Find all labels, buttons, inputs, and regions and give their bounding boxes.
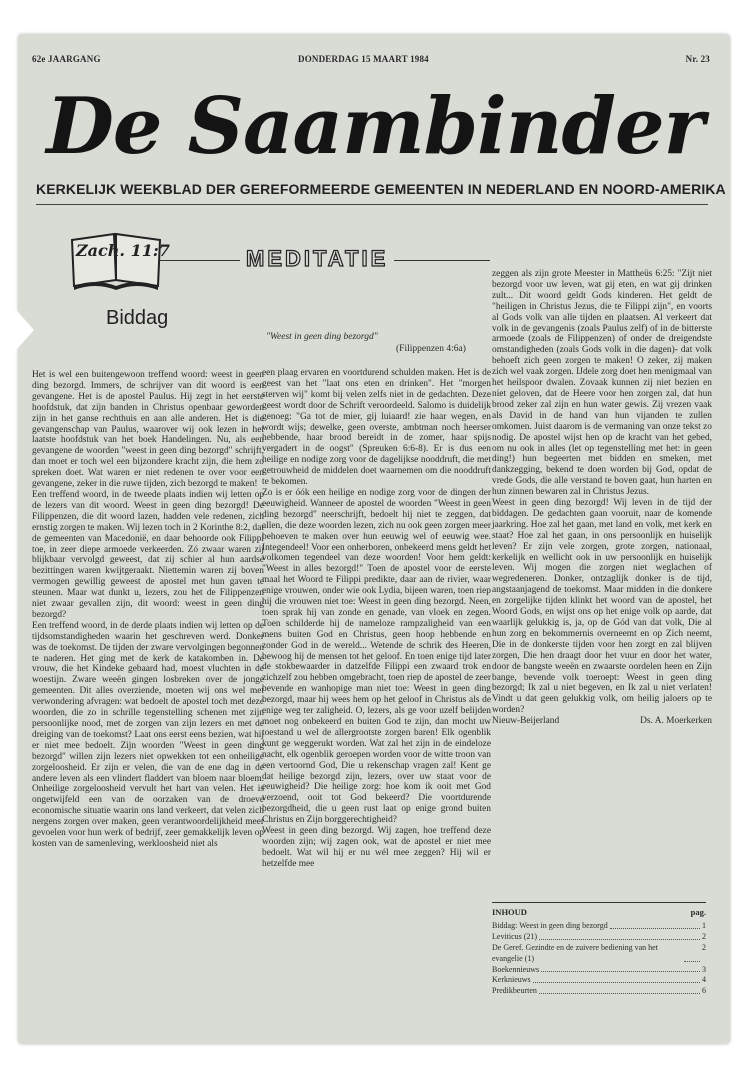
signature-author: Ds. A. Moerkerken bbox=[640, 716, 712, 727]
quote-reference: (Filippenzen 4:6a) bbox=[396, 344, 466, 354]
contents-item: Leviticus (21) 2 bbox=[492, 931, 706, 941]
article-signature bbox=[492, 716, 712, 727]
masthead-divider bbox=[36, 204, 708, 205]
masthead-title: De Saambinder bbox=[46, 81, 704, 172]
open-book-icon bbox=[68, 230, 164, 292]
article-column-1 bbox=[32, 370, 264, 850]
volume-label: 62e JAARGANG bbox=[32, 54, 101, 64]
contents-item: Predikbeurten 6 bbox=[492, 986, 706, 996]
paragraph: Het is wel een buitengewoon treffend woord: weest in geen ding bezorgd. Immers, de schrijver van dit woord is een gevangene. Het is de apostel Paulus. Hij zegt in het eerste hoofdstuk, dat zijn banden in Christus openbaar geworden zijn in het ganse rechthuis en aan alle anderen. Het is die gevangenschap van Paulus, waarover wij ook lezen in het laatste hoofdstuk van het boek Handelingen. Nu, als een gevangene de woorden "weest in geen ding bezorgd" schrijft, dan moet er toch wel een bijzondere kracht zijn, die hem zo spreken doet. Wat waren er niet redenen te over voor een gevangene, zeker in die ruwe tijden, zich bezorgd te maken! bbox=[32, 370, 264, 490]
section-heading: MEDITATIE bbox=[240, 246, 394, 272]
newspaper-page bbox=[18, 34, 730, 1044]
table-of-contents bbox=[492, 902, 706, 997]
bible-reference: Zach. 11:7 bbox=[76, 241, 170, 260]
contents-heading: INHOUD bbox=[492, 907, 527, 917]
paragraph: een plaag ervaren en voortdurend schulden maken. Het is de geest van het "laat ons eten en drinken". Het "morgen sterven wij" komt bij velen zelfs niet in de gedachten. Deze geest wordt door de Schrift veroordeeld. Salomo is duidelijk genoeg: "Ga tot de mier, gij luiaard! zie haar wegen, en wordt wijs; dewelke, geen overste, ambtman noch heerser hebbende, haar brood bereidt in de zomer, haar spijs vergadert in de oogst" (Spreuken 6:6-8). Er is dus een heilige en nodige zorg voor de dagelijkse nooddruft, die met getrouwheid de middelen doet waarnemen om die nooddruft te bekomen. bbox=[262, 368, 491, 488]
contents-header bbox=[492, 902, 706, 918]
paragraph: zeggen als zijn grote Meester in Mattheüs 6:25: "Zijt niet bezorgd voor uw leven, wat gij eten, en wat gij drinken zult... Dit woord geldt Gods kinderen. Het geldt de "heiligen in Christus Jezus, die te Filippi zijn", en voorts al Gods volk van alle tijden en plaatsen. Al verkeert dat volk in de gevangenis (zoals Paulus zelf) of in de bitterste armoede (zoals de Filippenzen) of onder de dreigendste omstandigheden (zoals Gods volk in die dagen)- dat volk behoeft zich geen zorgen te maken! O zeker, zij maken zich wel vaak zorgen. IJdele zorg doet hen menigmaal van het heilspoor dwalen. Zovaak kunnen zij niet bezien en niet geloven, dat de Heere voor hen zorgen zal, dat hun brood zeker zal zijn en hun water gewis. Zij vrezen vaak als David in de hand van hun vijanden te zullen omkomen. Juist daarom is de vermaning van onze tekst zo nodig. De apostel wijst hen op de kracht van het gebed, om nu ook in alles (let op tegenstelling met het: in geen ding!) hun begeerten met bidden en smeken, met dankzegging, bekend te doen worden bij God, opdat de vrede Gods, die alle verstand te boven gaat, hun harten en hun zinnen bewaren zal in Christus Jezus. bbox=[492, 269, 712, 498]
contents-item: Biddag: Weest in geen ding bezorgd 1 bbox=[492, 920, 706, 930]
contents-item: Kerknieuws 4 bbox=[492, 975, 706, 985]
issue-date: DONDERDAG 15 MAART 1984 bbox=[298, 54, 429, 64]
paragraph: Een treffend woord, in de tweede plaats indien wij letten op de lezers van dit woord. Weest in geen ding bezorgd! De Filippenzen, die dit woord lazen, hadden vele redenen, zich ernstig zorgen te maken. Wij lezen toch in 2 Korinthe 8:2, dat de gemeenten van Macedonië, en daar behoorde ook Filippi toe, in zeer diepe armoede verkeerden. Zó zwaar waren zij blijkbaar vervolgd geweest, dat zij schier al hun aardse bezittingen waren kwijtgeraakt. Niettemin waren zij boven vermogen gewillig geweest de apostel met hun gaven te steunen. Maar wat dunkt u, lezers, zou het de Filippenzen niet zwaar gevallen zijn, dit woord: weest in geen ding bezorgd? bbox=[32, 489, 264, 620]
paragraph: Zo is er óók een heilige en nodige zorg voor de dingen der eeuwigheid. Wanneer de apostel de woorden "Weest in geen ding bezorgd" neerschrijft, bedoelt hij niet te zeggen, dat allen, die deze woorden lezen, zich nu ook geen zorgen meer behoeven te maken over hun eeuwig wel of eeuwig wee. Integendeel! Voor een onherboren, onbekeerd mens geldt het volkomen tegendeel van deze woorden! Voor hem geldt: "Weest in alles bezorgd!" Toen de apostel voor de eerste maal het Woord te Filippi predikte, daar aan de rivier, waar enige vrouwen, onder wie ook Lydia, bijeen waren, toen riep hij die vrouwen niet toe: Weest in geen ding bezorgd. Neen, toen sprak hij van zonde en genade, van vloek en zegen. Toen schilderde hij de nameloze rampzaligheid van een mens buiten God en Christus, geen hoop hebbende en zonder God in de wereld... Wetende de schrik des Heeren, bewoog hij de mensen tot het geloof. En toen enige tijd later de stokbewaarder in datzelfde Filippi een zwaard trok en zichzelf zou hebben omgebracht, toen riep de apostel de zeer bevende en wanhopige man niet toe: Weest in geen ding bezorgd, maar hij wees hem op het geloof in Christus als de enige weg ter zaligheid. O, lezers, als ge voor uzelf belijden moet nog onbekeerd en buiten God te zijn, dan mocht uw toestand u wel de allergrootste zorgen baren! Elk ogenblik kunt ge weggerukt worden. Wat zal het zijn in de eindeloze nacht, elk ogenblik geroepen worden voor de witte troon van een vertoornd God, Die u rekenschap vragen zal! Kent ge dat heilige bezorgd zijn, lezers, over uw staat voor de eeuwigheid? Die heilige zorg: hoe kom ik ooit met God verzoend, ooit tot God bekeerd? Die voortdurende bezorgdheid, die u geen rust laat op enige grond buiten Christus en Zijn borggerechtigheid? bbox=[262, 487, 491, 826]
contents-page-label: pag. bbox=[690, 907, 706, 917]
article-column-3 bbox=[492, 269, 712, 727]
paragraph: Een treffend woord, in de derde plaats indien wij letten op de tijdsomstandigheden waarin het geschreven werd. Donker was de toekomst. De tijden der zware vervolgingen begonnen te naderen. Het ging met de kerk de katakomben in. De vrouw, die het Kindeke gebaard had, moest vluchten in de woestijn. Zware weeën gingen losbreken over de jonge gemeenten. Dit alles overziende, moeten wij ons wel met verwondering afvragen: wat bedoelt de apostel toch met deze woorden, die zo in schrille tegenstelling schenen met zijn persoonlijke nood, met de zorgen van zijn lezers en met de dreiging van de toekomst? Laat ons eerst eens bezien, wat hij er niet mee bedoelt. Zijn woorden "Weest in geen ding bezorgd" willen zijn lezers niet opwekken tot een onheilige zorgeloosheid. Er zijn er velen, die van de ene dag in de andere leven als een vlindert fladdert van bloem naar bloem. Onheilige zorgeloosheid vervult het hart van velen. Het is ongetwijfeld een van de oorzaken van de droeve economische situatie waarin ons land verkeert, dat velen zich nergens zorgen over maken, geen verantwoordelijkheid meer gevoelen voor hun werk of bedrijf, zeer gemakkelijk leven op kosten van de samenleving, werkloosheid niet als bbox=[32, 620, 264, 849]
signature-place: Nieuw-Beijerland bbox=[492, 716, 560, 727]
masthead-subtitle: KERKELIJK WEEKBLAD DER GEREFORMEERDE GEMEENTEN IN NEDERLAND EN NOORD-AMERIKA bbox=[36, 181, 726, 197]
article-column-2 bbox=[262, 368, 491, 870]
article-quote: "Weest in geen ding bezorgd" bbox=[266, 332, 378, 342]
article-title: Biddag bbox=[106, 307, 169, 329]
paragraph: Weest in geen ding bezorgd. Wij zagen, hoe treffend deze woorden zijn; wij zagen ook, wat de apostel er niet mee bedoelt. Wat wil hij er nu wél mee zeggen? Hij wil er hetzelfde mee bbox=[262, 826, 491, 869]
contents-item: Boekennieuws 3 bbox=[492, 964, 706, 974]
paragraph: Weest in geen ding bezorgd! Wij leven in de tijd der biddagen. De gedachten gaan vooruit, naar de komende jaarkring. Hoe zal het gaan, met land en volk, met kerk en staat? Hoe zal het gaan, in ons persoonlijk en huiselijk leven? Er zijn vele zorgen, grote zorgen, nationaal, kerkelijk en wellicht ook in uw persoonlijk en huiselijk leven. Wij mogen die zorgen niet weglachen of wegredeneren. Donker, ontzaglijk donker is de tijd, angstaanjagend de toekomst. Maar midden in die donkere en zorgelijke tijden klinkt het woord van de apostel, het Woord Gods, en wijst ons op het enige volk op aarde, dat waarlijk gelukkig is, ja, op de Gód van dat volk, Die al hun zorg en bekommernis overneemt en op Zich neemt, Die in de donkerste tijden voor hen zorgt en zal blijven zorgen, Die hen draagt door het vuur en door het water, door de bangste weeën en zwaarste oordelen heen en Zijn bange, bevende volk toeroept: Weest in geen ding bezorgd; Ik zal u niet begeven, en Ik zal u niet verlaten! Vindt u dat geen gelukkig volk, om heilig jaloers op te worden? bbox=[492, 498, 712, 716]
contents-item: De Geref. Gezindte en de zuivere bediening van het evangelie (1) 2 bbox=[492, 942, 706, 963]
issue-number: Nr. 23 bbox=[685, 54, 710, 64]
torn-edge bbox=[0, 292, 34, 368]
